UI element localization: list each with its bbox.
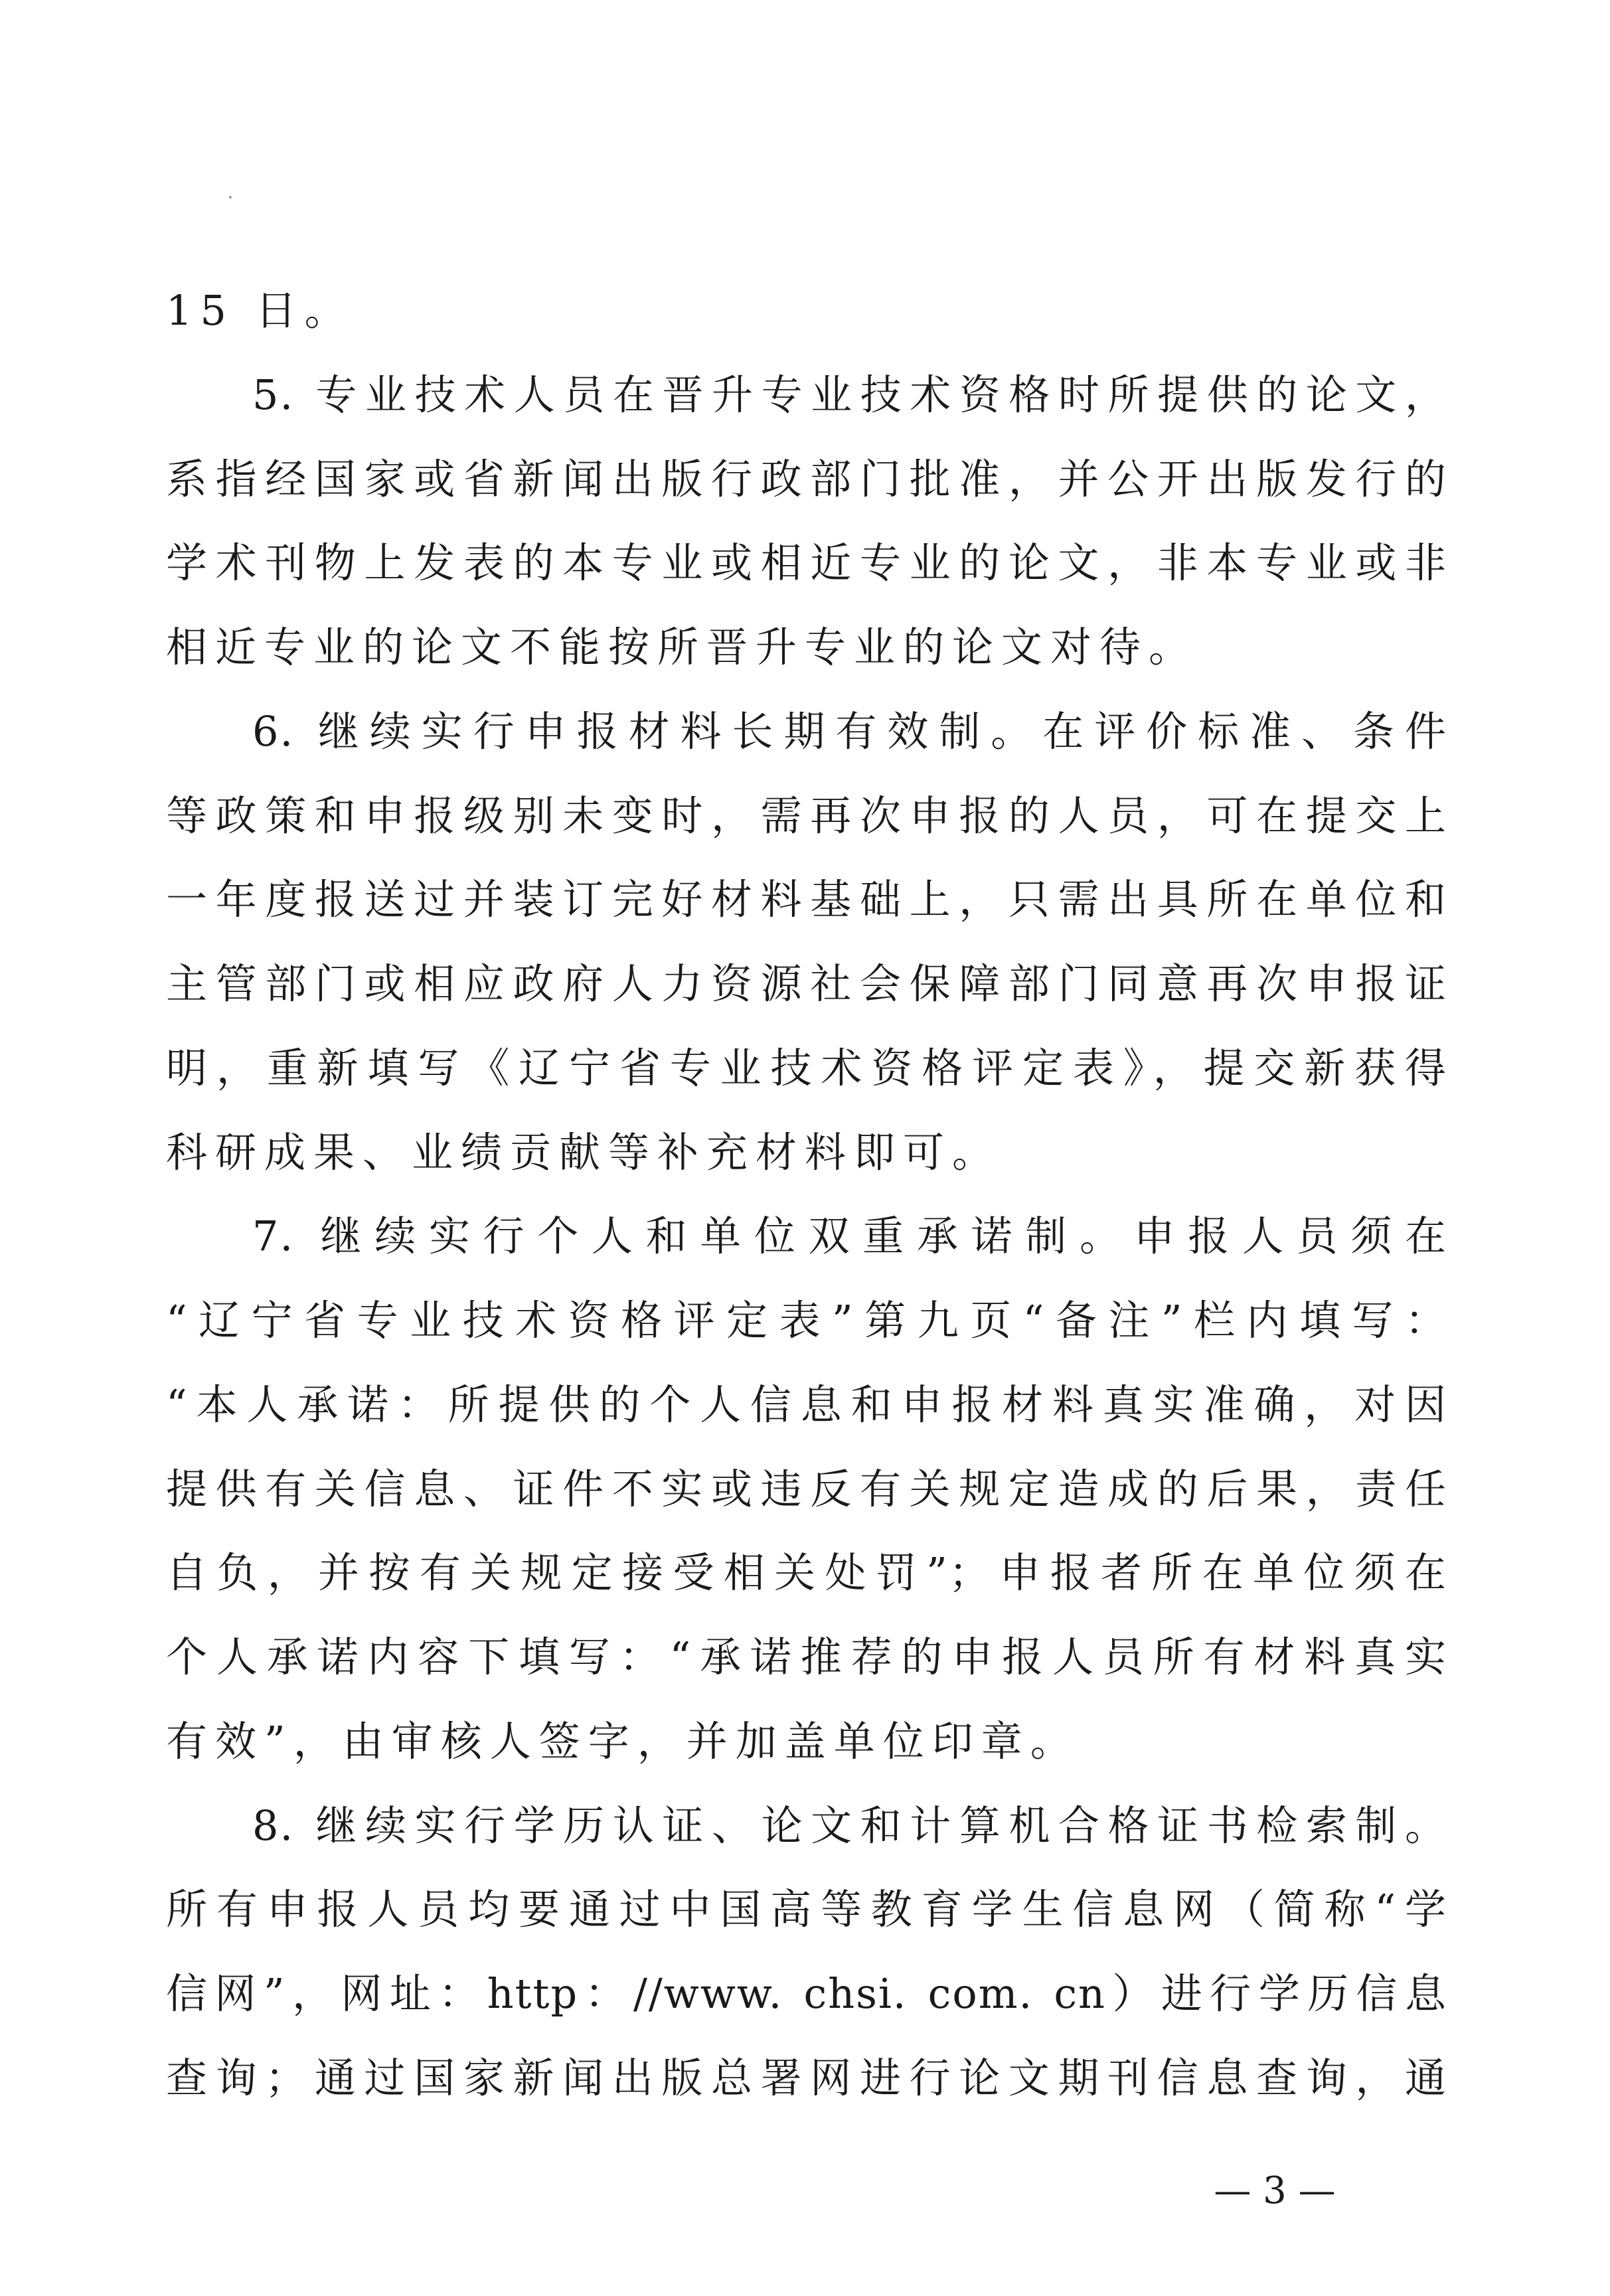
text-line: 学术刊物上发表的本专业或相近专业的论文，非本专业或非 bbox=[166, 538, 1447, 587]
text-line: 5. 专业技术人员在晋升专业技术资格时所提供的论文， bbox=[252, 370, 1447, 419]
text-line: 科研成果、业绩贡献等补充材料即可。 bbox=[166, 1128, 1002, 1177]
scan-speck bbox=[229, 196, 232, 199]
text-line: 信网”，网址：http：//www. chsi. com. cn）进行学历信息 bbox=[166, 1969, 1447, 2018]
page-number: — 3 — bbox=[1214, 2169, 1336, 2212]
text-line: 系指经国家或省新闻出版行政部门批准，并公开出版发行的 bbox=[166, 455, 1447, 503]
text-line: 提供有关信息、证件不实或违反有关规定造成的后果，责任 bbox=[166, 1465, 1447, 1513]
text-line: 等政策和申报级别未变时，需再次申报的人员，可在提交上 bbox=[166, 791, 1447, 840]
text-line: 个人承诺内容下填写：“承诺推荐的申报人员所有材料真实 bbox=[166, 1633, 1447, 1681]
text-line: 查询；通过国家新闻出版总署网进行论文期刊信息查询，通 bbox=[166, 2054, 1447, 2102]
text-line: 相近专业的论文不能按所晋升专业的论文对待。 bbox=[166, 623, 1198, 671]
text-line: “辽宁省专业技术资格评定表”第九页“备注”栏内填写： bbox=[166, 1296, 1447, 1345]
text-line: 主管部门或相应政府人力资源社会保障部门同意再次申报证 bbox=[166, 959, 1447, 1008]
text-line: 自负，并按有关规定接受相关处罚”；申报者所在单位须在 bbox=[166, 1548, 1447, 1597]
text-line: 15 日。 bbox=[166, 286, 354, 335]
text-line: 7. 继续实行个人和单位双重承诺制。申报人员须在 bbox=[252, 1212, 1447, 1260]
text-line: “本人承诺：所提供的个人信息和申报材料真实准确，对因 bbox=[166, 1380, 1447, 1429]
text-line: 8. 继续实行学历认证、论文和计算机合格证书检索制。 bbox=[252, 1801, 1447, 1850]
text-line: 所有申报人员均要通过中国高等教育学生信息网（简称“学 bbox=[166, 1885, 1447, 1933]
text-line: 明，重新填写《辽宁省专业技术资格评定表》，提交新获得 bbox=[166, 1044, 1447, 1092]
text-line: 有效”，由审核人签字，并加盖单位印章。 bbox=[166, 1717, 1080, 1765]
text-line: 一年度报送过并装订完好材料基础上，只需出具所在单位和 bbox=[166, 875, 1447, 924]
text-line: 6. 继续实行申报材料长期有效制。在评价标准、条件 bbox=[252, 707, 1447, 756]
